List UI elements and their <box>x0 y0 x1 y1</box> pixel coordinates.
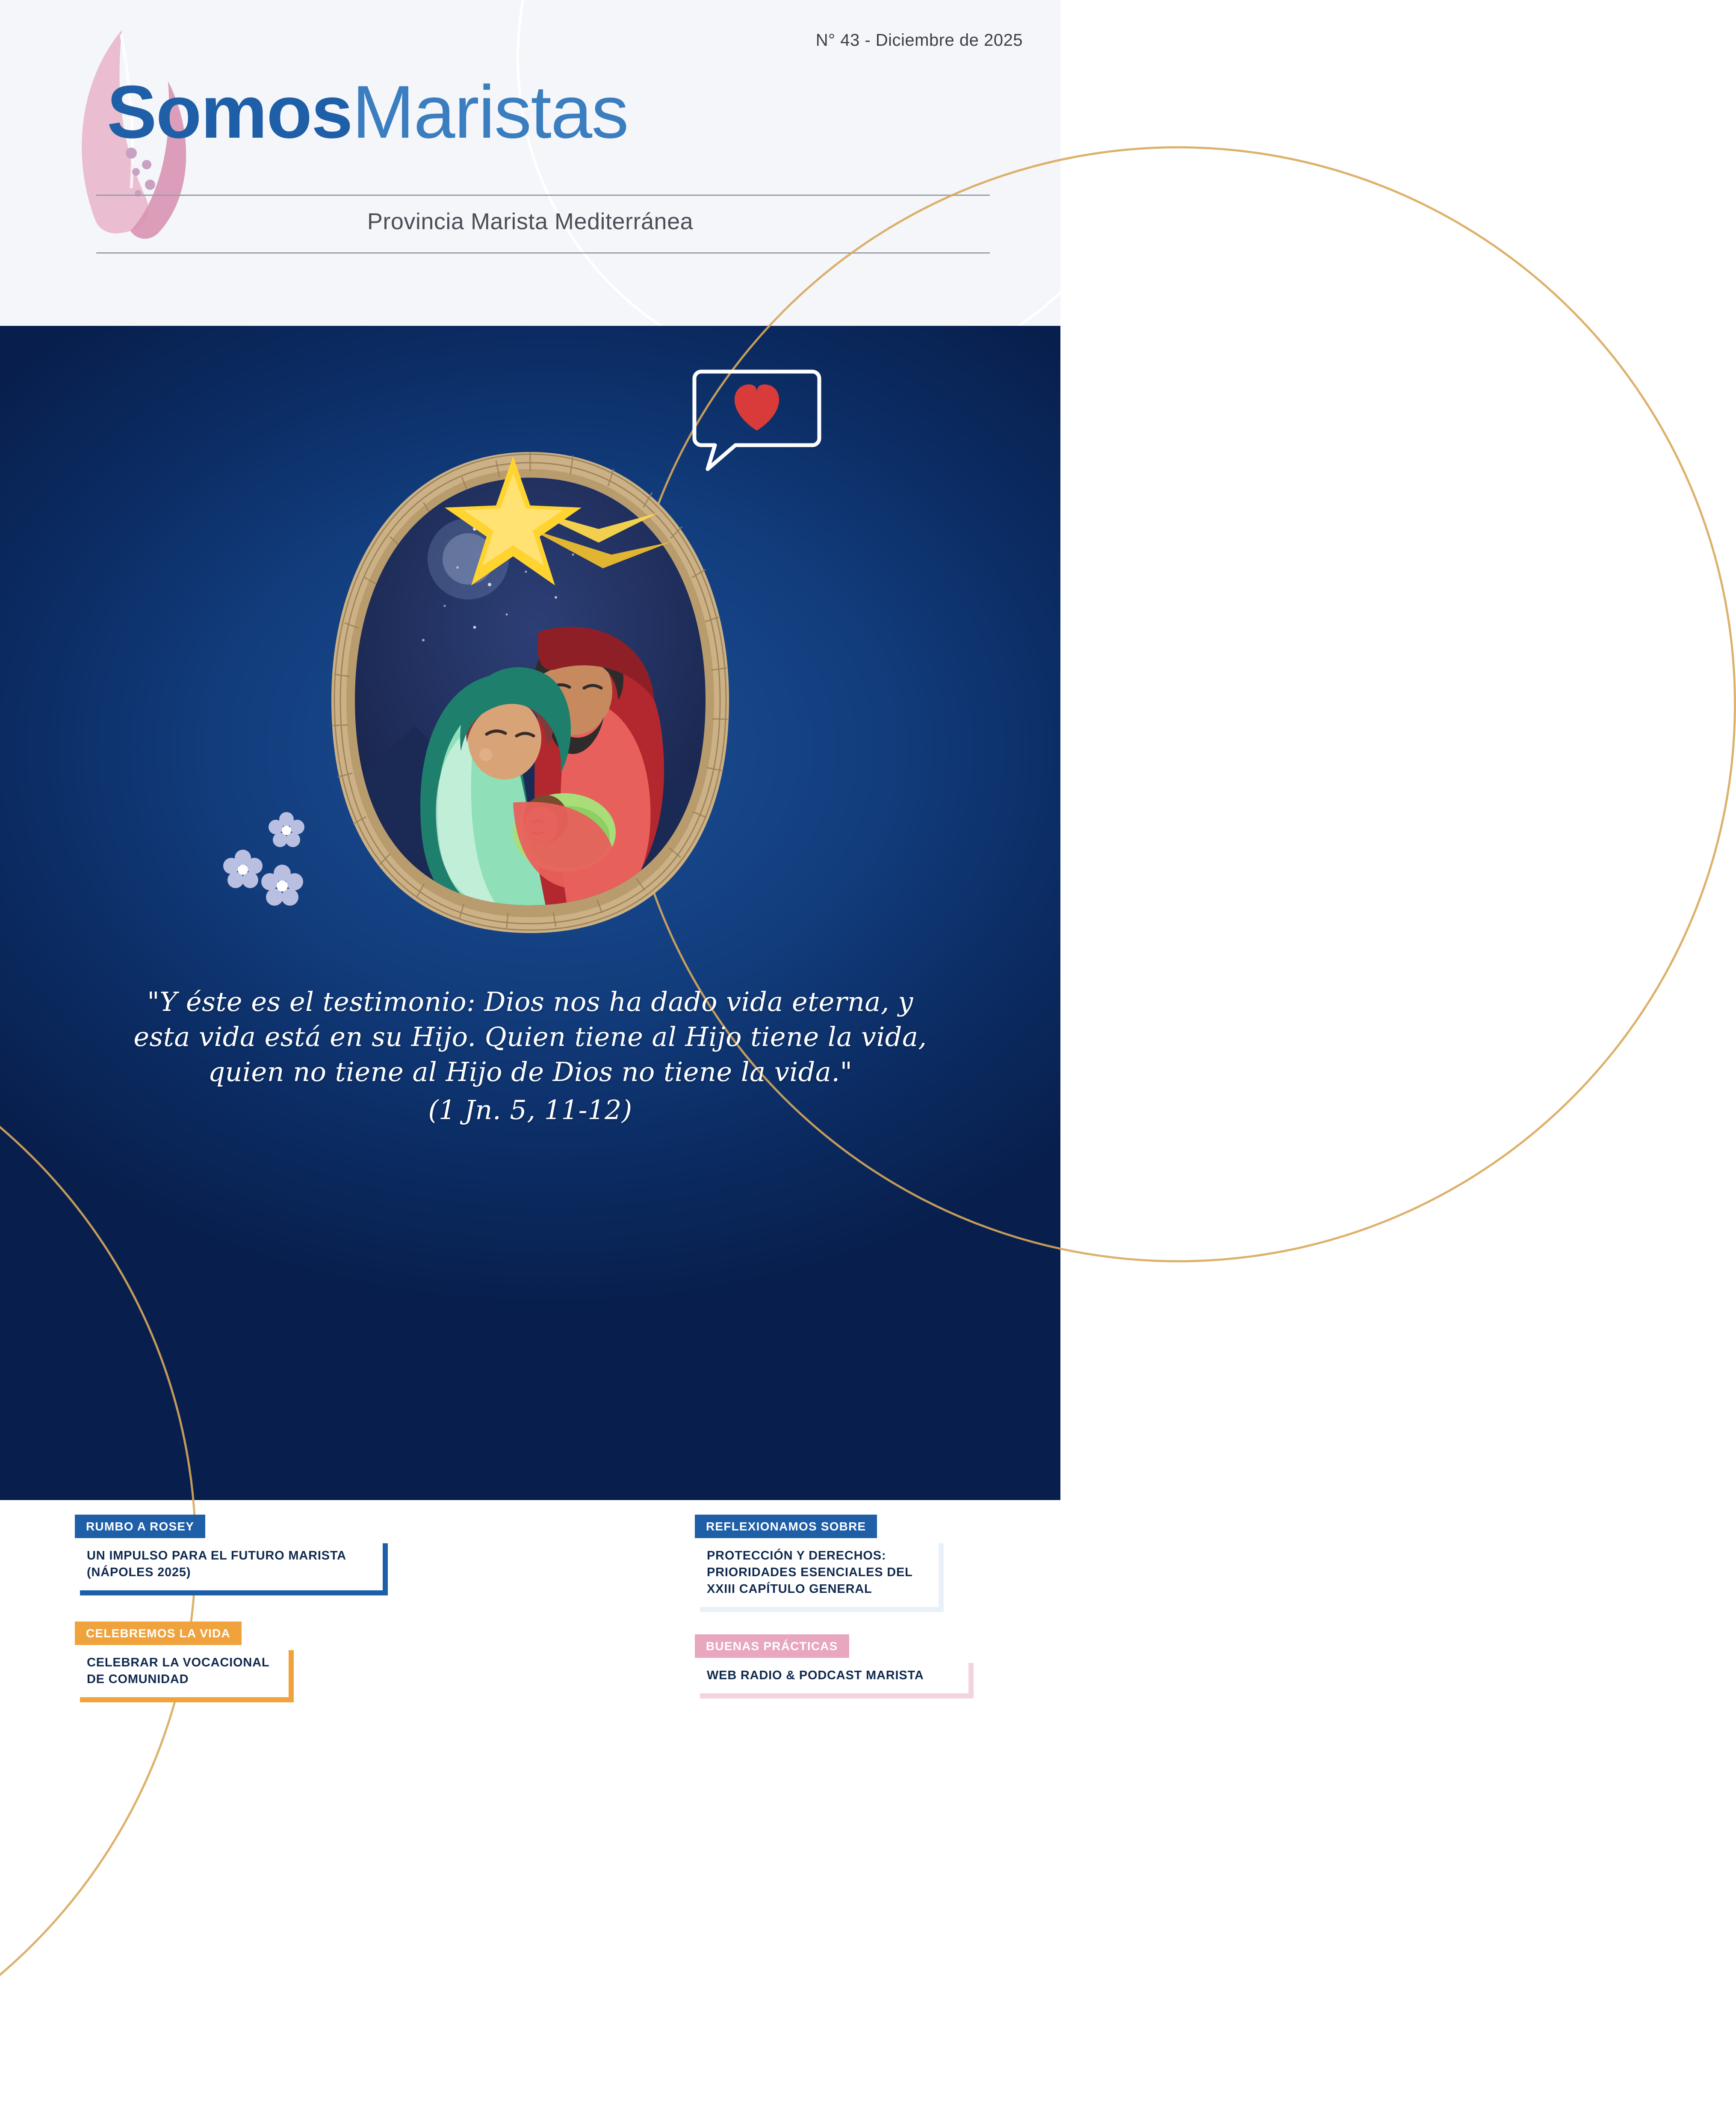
magazine-cover <box>0 326 1060 1687</box>
cover-quote <box>128 984 932 1128</box>
teaser-celebremos-la-vida[interactable] <box>75 1622 297 1697</box>
teaser-headline: PROTECCIÓN Y DERECHOS: PRIORIDADES ESENCIALES DEL XXIII CAPÍTULO GENERAL <box>695 1538 939 1607</box>
teaser-buenas-practicas[interactable] <box>695 1634 968 1693</box>
magazine-wordmark <box>107 71 628 154</box>
cover-teasers <box>0 1515 1060 1754</box>
teaser-reflexionamos-sobre[interactable] <box>695 1515 939 1607</box>
issue-number: N° 43 - Diciembre de 2025 <box>815 31 1023 50</box>
teaser-rumbo-a-rosey[interactable] <box>75 1515 391 1590</box>
teaser-tag: RUMBO A ROSEY <box>75 1515 205 1538</box>
wordmark-maristas: Maristas <box>352 71 628 154</box>
nativity-scene-illustration <box>274 401 787 999</box>
quote-text: "Y éste es el testimonio: Dios nos ha dado vida eterna, y esta vida está en su Hijo. Quien tiene al Hijo tiene la vida, quien no tiene al Hijo de Dios no tiene la vida." <box>133 986 927 1087</box>
teaser-headline: WEB RADIO & PODCAST MARISTA <box>695 1658 968 1693</box>
teaser-tag: BUENAS PRÁCTICAS <box>695 1634 849 1658</box>
flowers-decoration-icon <box>222 818 334 920</box>
header-divider-top <box>96 195 990 196</box>
province-subtitle: Provincia Marista Mediterránea <box>367 209 694 234</box>
teaser-headline: CELEBRAR LA VOCACIONAL DE COMUNIDAD <box>75 1645 289 1697</box>
teaser-tag: REFLEXIONAMOS SOBRE <box>695 1515 877 1538</box>
wordmark-somos: Somos <box>107 71 352 154</box>
teaser-headline: UN IMPULSO PARA EL FUTURO MARISTA (NÁPOLES 2025) <box>75 1538 383 1590</box>
quote-reference: (1 Jn. 5, 11-12) <box>428 1094 632 1126</box>
teaser-tag: CELEBREMOS LA VIDA <box>75 1622 242 1645</box>
